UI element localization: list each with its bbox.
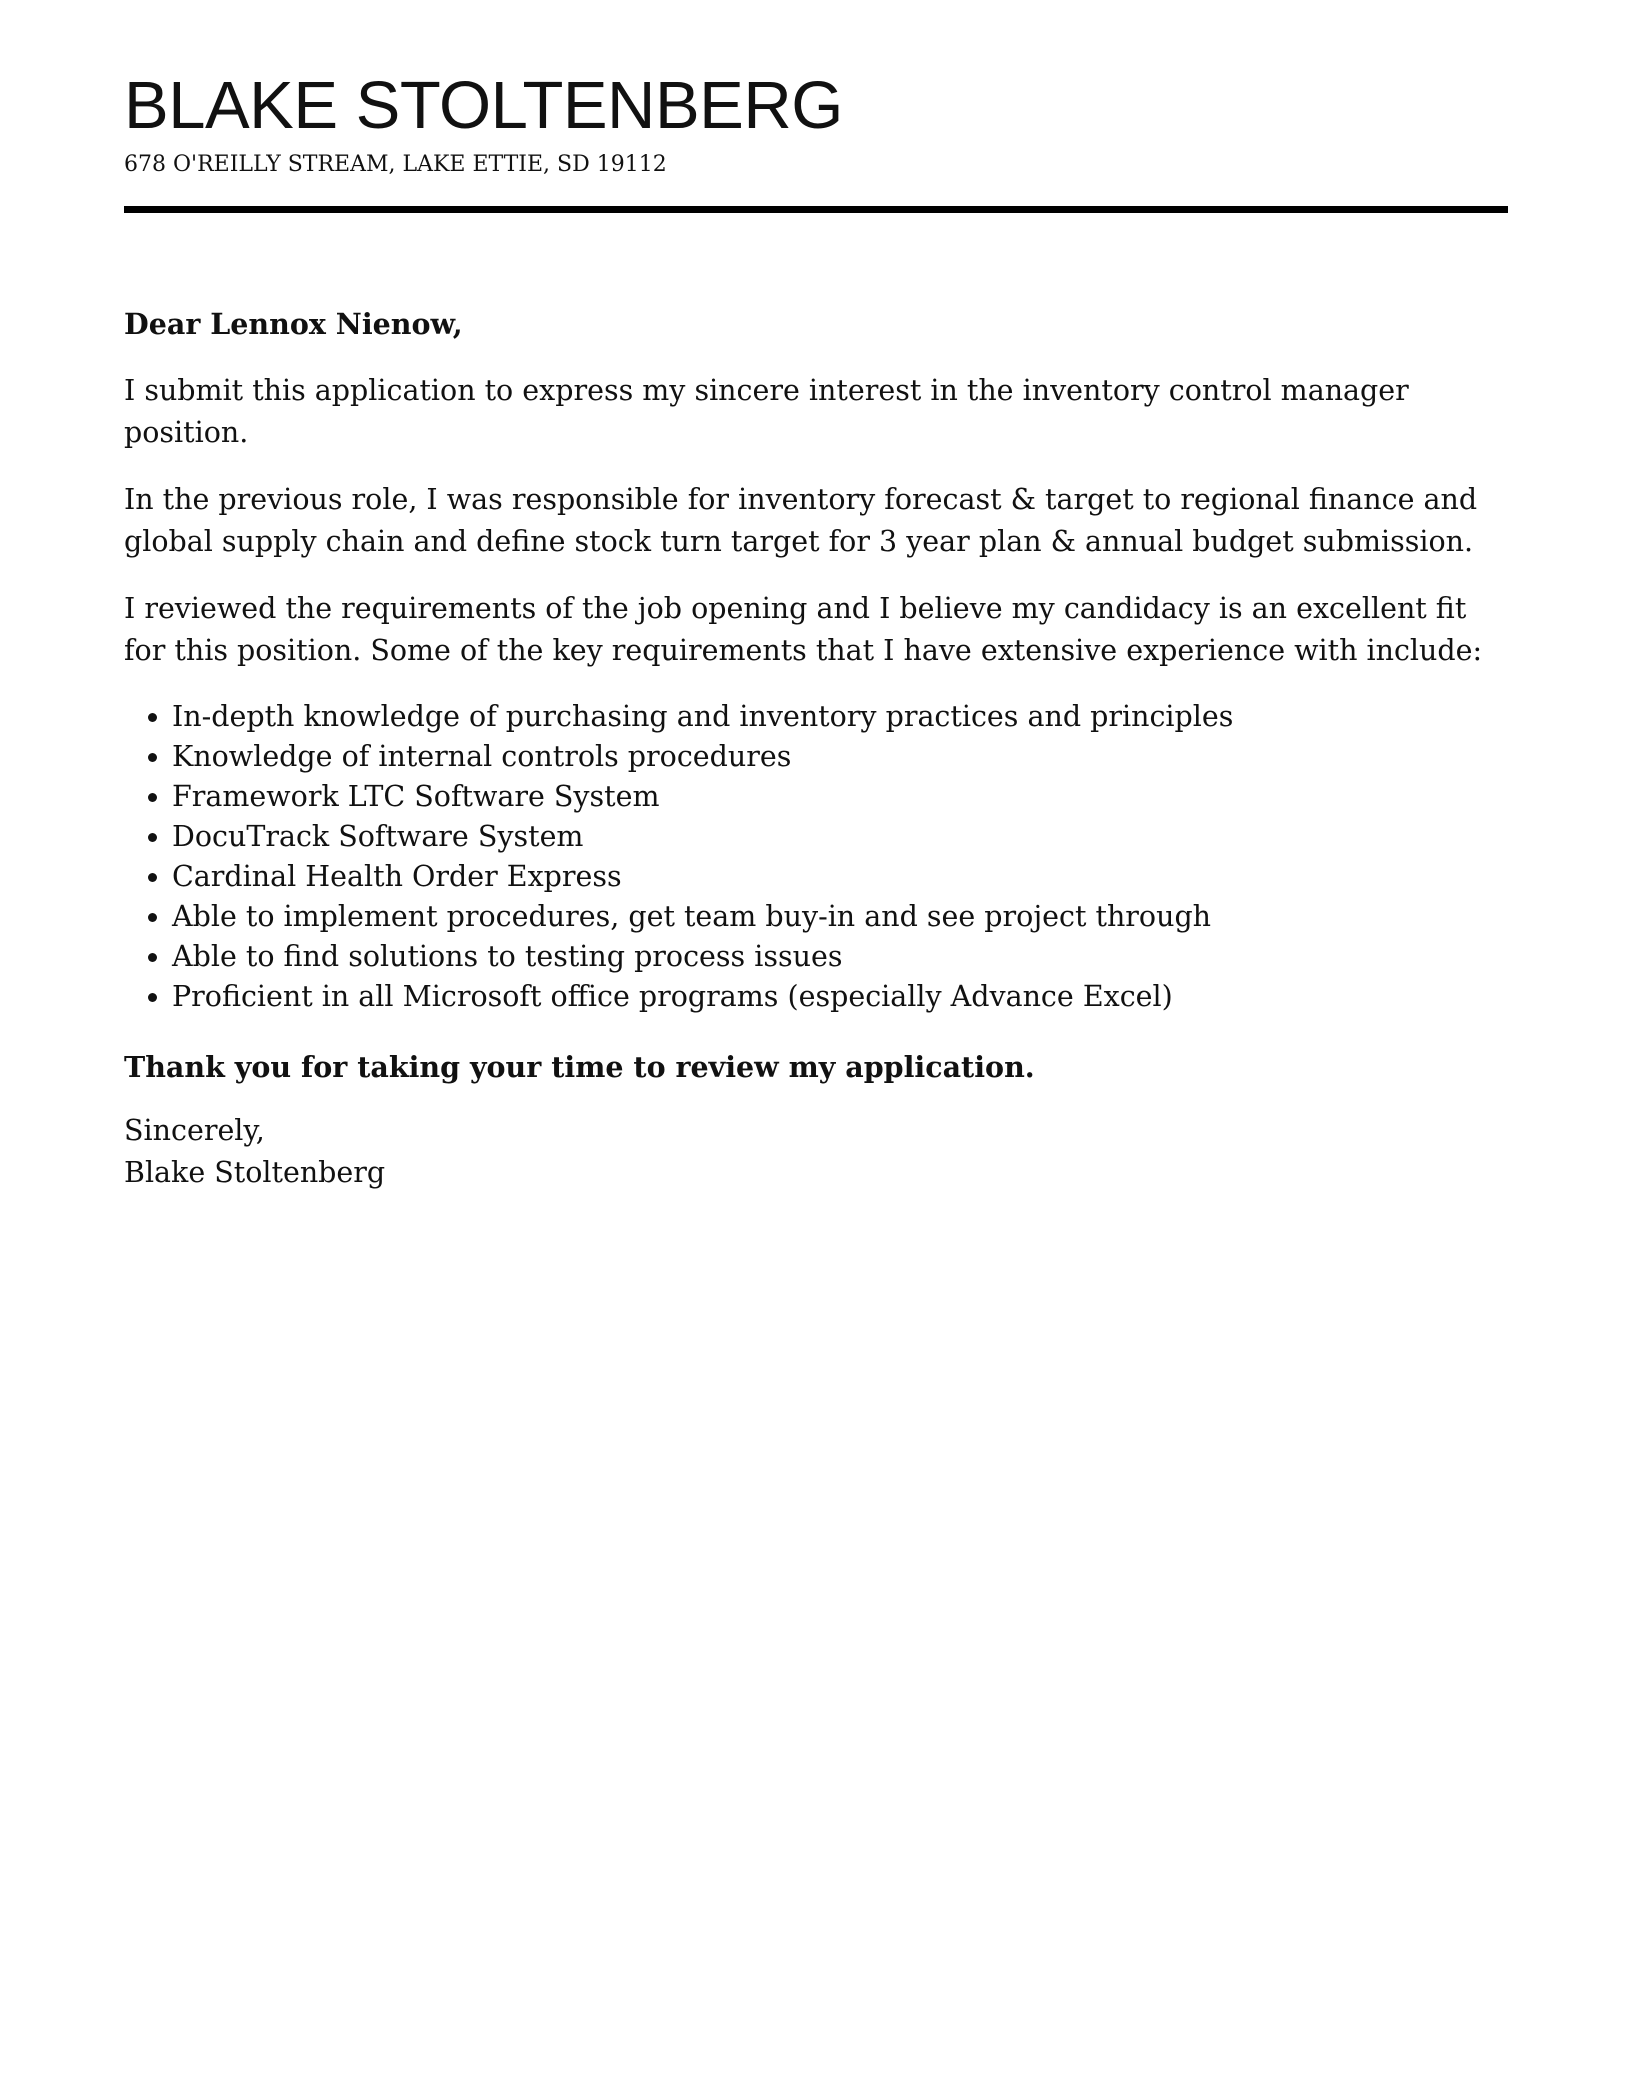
list-item: • Cardinal Health Order Express <box>172 857 1508 897</box>
paragraph-previous-role: In the previous role, I was responsible for inventory forecast & target to regional finance and global supply chain and define stock turn target for 3 year plan & annual budget submission. <box>124 483 1478 558</box>
list-item: • In-depth knowledge of purchasing and inventory practices and principles <box>172 697 1508 737</box>
list-item: • Able to implement procedures, get team buy-in and see project through <box>172 897 1508 937</box>
signature-name: Blake Stoltenberg <box>124 1156 386 1189</box>
list-item: • DocuTrack Software System <box>172 817 1508 857</box>
signoff-word: Sincerely, <box>124 1114 265 1147</box>
paragraph-requirements-intro: I reviewed the requirements of the job opening and I believe my candidacy is an excellent fit for this position. Some of the key requirements that I have extensive experience with include: <box>124 592 1483 667</box>
signoff <box>124 1110 1508 1194</box>
list-item: • Knowledge of internal controls procedures <box>172 737 1508 777</box>
list-item: • Framework LTC Software System <box>172 777 1508 817</box>
list-item: • Proficient in all Microsoft office programs (especially Advance Excel) <box>172 977 1508 1017</box>
list-item: • Able to find solutions to testing process issues <box>172 937 1508 977</box>
paragraph-intro: I submit this application to express my sincere interest in the inventory control manager position. <box>124 374 1409 449</box>
closing-statement: Thank you for taking your time to review my application. <box>124 1050 1035 1084</box>
salutation: Dear Lennox Nienow, <box>124 307 463 341</box>
requirements-list <box>124 697 1508 1017</box>
letter-body <box>124 303 1508 1194</box>
applicant-name: BLAKE STOLTENBERG <box>124 68 843 143</box>
applicant-address: 678 O'REILLY STREAM, LAKE ETTIE, SD 19112 <box>124 152 667 177</box>
header-divider <box>124 206 1508 213</box>
